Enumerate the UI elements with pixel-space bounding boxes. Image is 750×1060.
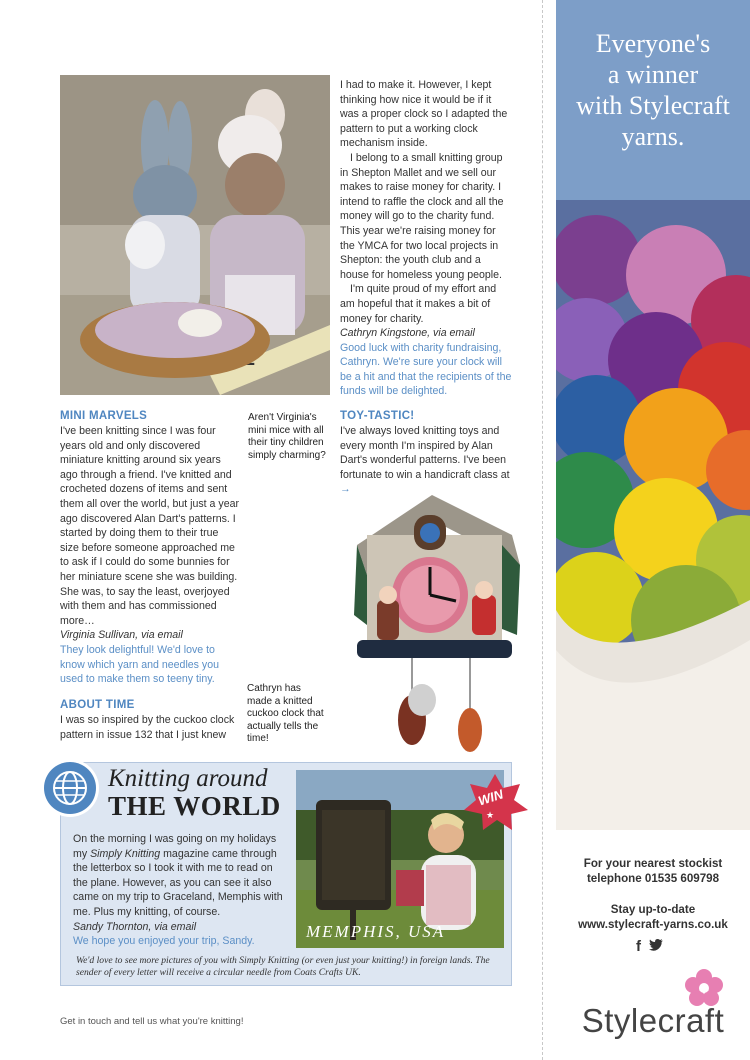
heading-mini-marvels: MINI MARVELS — [60, 410, 148, 422]
photo-location-label: MEMPHIS, USA — [306, 922, 446, 941]
mini-marvels-body: I've been knitting since I was four years old and only discovered miniature knitting around six years ago through a friend. I've knitted and crocheted dozens of items and sent them all over the world, but just a year ago discovered Alan Dart's patterns. I started by doing them to their true size before someone approached me to ask if I could do some bunnies for her miniature scene she was building. She was, to say the least, overjoyed with them and has commissioned more… — [60, 425, 240, 627]
twitter-icon — [649, 939, 663, 951]
advert-headline — [556, 28, 750, 152]
mini-marvels-signature: Virginia Sullivan, via email — [60, 629, 183, 642]
stockist-phone: telephone 01535 609798 — [586, 872, 720, 885]
globe-icon — [40, 758, 100, 818]
mini-marvels-reply: They look delightful! We'd love to know which yarn and needles you used to make them so teeny tiny. — [60, 643, 220, 686]
svg-text:★: ★ — [486, 810, 495, 820]
world-body — [73, 832, 283, 920]
world-body-post: magazine came through the letterbox so I took it with me to read on the plane. However, as you can see it also came on my trip to Graceland, Memphis with me. Plus my knitting, of course. — [73, 847, 283, 918]
page-divider — [542, 0, 543, 1060]
heading-about-time: ABOUT TIME — [60, 699, 135, 711]
world-magazine-name: Simply Knitting — [90, 847, 161, 860]
advert-website: www.stylecraft-yarns.co.uk — [578, 918, 728, 931]
win-badge-label: WIN — [476, 786, 505, 809]
advert-uptodate — [556, 902, 750, 932]
about-time-signature: Cathryn Kingstone, via email — [340, 327, 475, 340]
column-about-time-continued — [340, 78, 512, 399]
win-badge — [462, 772, 528, 832]
section-toy-tastic — [340, 410, 520, 497]
caption-mice: Aren't Virginia's mini mice with all their tiny children simply charming? — [248, 412, 326, 461]
about-time-body: I was so inspired by the cuckoo clock pattern in issue 132 that I just knew — [60, 714, 235, 741]
continue-arrow-icon: → — [340, 483, 351, 496]
uptodate-line1: Stay up-to-date — [610, 903, 696, 916]
world-footer-note: We'd love to see more pictures of you with Simply Knitting (or even just your knitting!) in foreign lands. The sender of every letter will receive a circular needle from Coats Crafts UK. — [76, 955, 490, 978]
section-mini-marvels — [60, 410, 240, 687]
social-icons — [636, 938, 676, 958]
caption-clock: Cathryn has made a knitted cuckoo clock that actually tells the time! — [247, 683, 324, 745]
world-reply: We hope you enjoyed your trip, Sandy. — [73, 935, 255, 948]
world-title — [108, 766, 308, 820]
about-time-p1: I had to make it. However, I kept thinking how nice it would be if it was a proper clock so I adapted the pattern to put a working clock mechanism inside. — [340, 79, 508, 150]
footer-text: Get in touch and tell us what you're knitting! — [60, 1016, 244, 1027]
section-about-time — [60, 699, 240, 742]
photo-knitted-bunnies — [60, 75, 330, 395]
world-signature: Sandy Thornton, via email — [73, 920, 197, 933]
toy-tastic-body — [340, 424, 520, 497]
world-letter — [73, 832, 283, 949]
world-title-line1: Knitting around — [108, 765, 268, 792]
advert-image — [556, 0, 750, 830]
advert-headline-line4: yarns. — [621, 122, 685, 151]
advert-headline-line3: with Stylecraft — [576, 91, 730, 120]
about-time-p3: I'm quite proud of my effort and am hopeful that it makes a bit of money for charity. — [340, 283, 497, 325]
world-title-line2: THE WORLD — [108, 791, 281, 821]
stockist-line1: For your nearest stockist — [583, 857, 723, 870]
advert-stockist — [556, 856, 750, 886]
advert-headline-line2: a winner — [607, 60, 699, 89]
facebook-icon: f — [636, 938, 641, 955]
about-time-reply: Good luck with charity fundraising, Cathryn. We're sure your clock will be a hit and that the recipients of the funds will be delighted. — [340, 341, 512, 398]
photo-cuckoo-clock — [352, 495, 522, 753]
heading-toy-tastic: TOY-TASTIC! — [340, 410, 415, 422]
stylecraft-logo: Stylecraft — [581, 1002, 725, 1039]
stylecraft-advert — [556, 0, 750, 1060]
world-body-pre: On the morning I was going on my holidays my — [73, 833, 277, 860]
advert-headline-line1: Everyone's — [595, 29, 711, 58]
toy-tastic-text: I've always loved knitting toys and every month I'm inspired by Alan Dart's wonderful patterns. I've been fortunate to win a handicraft class at — [340, 425, 510, 481]
about-time-p2: I belong to a small knitting group in Shepton Mallet and we sell our makes to raise money for charity. I intend to raffle the clock and all the money will go to the charity fund. This year we're raising money for the YMCA for two local projects in Shepton: the youth club and a house for homeless young people. — [340, 151, 504, 281]
